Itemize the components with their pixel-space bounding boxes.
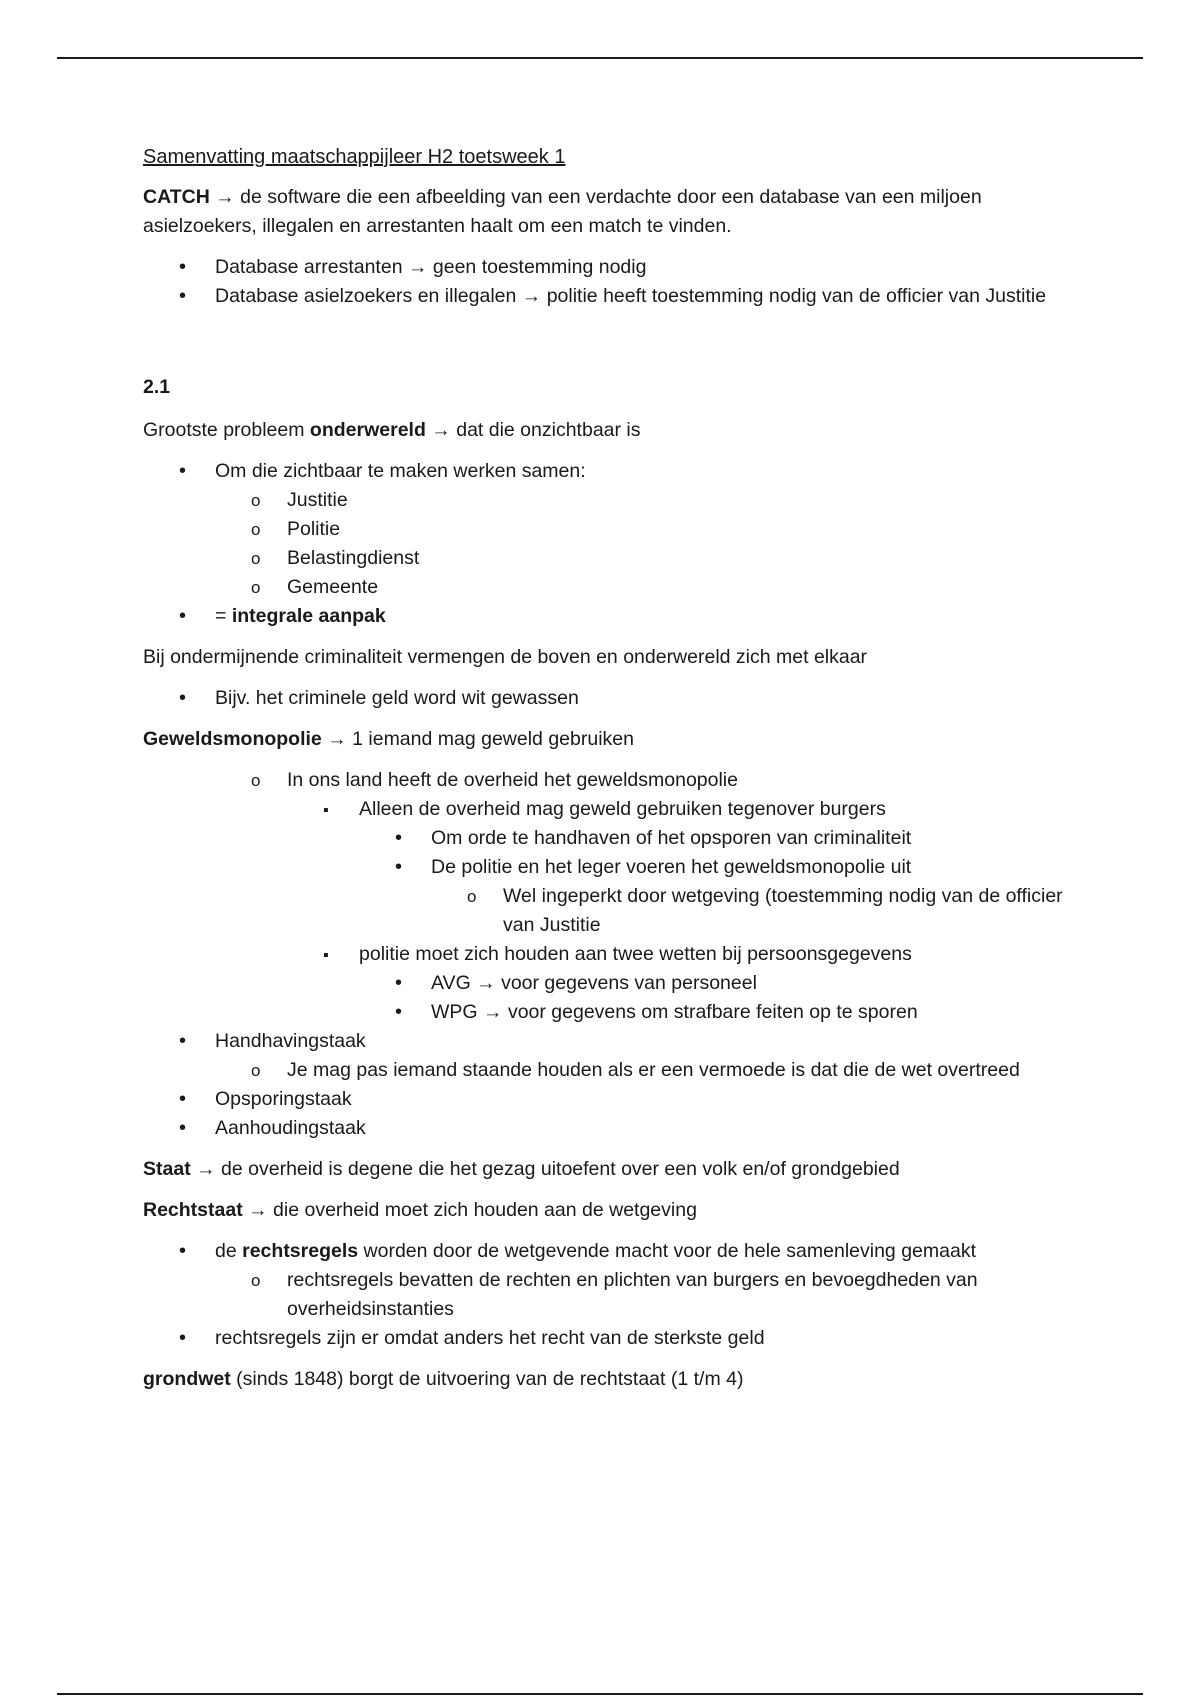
section-heading: 2.1 — [143, 376, 171, 398]
list-item: • de rechtsregels worden door de wetgevende macht voor de hele samenleving gemaakt — [143, 1237, 1073, 1266]
list-item: • AVG → voor gegevens van personeel — [143, 969, 1073, 998]
list-item: ▪ politie moet zich houden aan twee wetten bij persoonsgegevens — [143, 940, 1073, 969]
catch-list — [143, 253, 1073, 311]
onderwereld-line: Grootste probleem onderwereld → dat die onzichtbaar is — [143, 419, 641, 441]
circle-bullet-icon — [251, 766, 260, 795]
staat-line: Staat → de overheid is degene die het gezag uitoefent over een volk en/of grondgebied — [143, 1158, 900, 1180]
page-title: Samenvatting maatschappijleer H2 toetsweek 1 — [143, 146, 566, 168]
arrow-icon: → — [431, 419, 451, 441]
bullet-icon — [179, 684, 186, 713]
list-item: • Opsporingstaak — [143, 1085, 1073, 1114]
list-item: o Politie — [143, 515, 1073, 544]
list-item: • = integrale aanpak — [143, 602, 1073, 631]
arrow-icon: → — [483, 1001, 503, 1023]
catch-definition: CATCH → de software die een afbeelding van een verdachte door een database van een miljoen asielzoekers, illegalen en arrestanten haalt om een match te vinden. — [143, 186, 982, 237]
list-item: • rechtsregels zijn er omdat anders het recht van de sterkste geld — [143, 1324, 1073, 1353]
onderwereld-term: onderwereld — [309, 419, 426, 441]
arrow-icon: → — [215, 186, 235, 208]
arrow-icon: → — [248, 1199, 268, 1221]
bullet-icon — [179, 1114, 186, 1143]
circle-bullet-icon — [251, 573, 260, 602]
rechtstaat-line: Rechtstaat → die overheid moet zich houden aan de wetgeving — [143, 1199, 697, 1221]
rechtstaat-list — [143, 1237, 1073, 1353]
ondermijning-line: Bij ondermijnende criminaliteit vermengen de boven en onderwereld zich met elkaar — [143, 646, 868, 668]
footer-rule — [57, 1693, 1143, 1695]
arrow-icon: → — [327, 728, 347, 750]
bullet-icon — [179, 1085, 186, 1114]
list-item: • WPG → voor gegevens om strafbare feiten op te sporen — [143, 998, 1073, 1027]
list-item: • De politie en het leger voeren het geweldsmonopolie uit — [143, 853, 1073, 882]
arrow-icon: → — [521, 285, 542, 307]
staat-term: Staat — [143, 1158, 191, 1180]
geweld-line: Geweldsmonopolie → 1 iemand mag geweld gebruiken — [143, 728, 634, 750]
list-item: • Om orde te handhaven of het opsporen van criminaliteit — [143, 824, 1073, 853]
circle-bullet-icon — [251, 1266, 260, 1295]
circle-bullet-icon — [251, 1056, 260, 1085]
bullet-icon — [179, 253, 186, 282]
list-item: • Aanhoudingstaak — [143, 1114, 1073, 1143]
bullet-icon — [179, 457, 186, 486]
bullet-icon — [179, 1237, 186, 1266]
bullet-icon — [395, 969, 402, 998]
list-item: • Database asielzoekers en illegalen → politie heeft toestemming nodig van de officier van Justitie — [143, 282, 1073, 311]
list-item: o Belastingdienst — [143, 544, 1073, 573]
header-rule — [57, 57, 1143, 59]
ondermijning-list — [143, 684, 1073, 713]
square-bullet-icon — [323, 940, 329, 970]
taken-list — [143, 1027, 1073, 1143]
square-bullet-icon — [323, 795, 329, 825]
rechtstaat-term: Rechtstaat — [143, 1199, 243, 1221]
list-item: • Handhavingstaak — [143, 1027, 1073, 1056]
list-item: • Database arrestanten → geen toestemming nodig — [143, 253, 1073, 282]
circle-bullet-icon — [251, 486, 260, 515]
arrow-icon: → — [407, 256, 428, 278]
grondwet-line: grondwet (sinds 1848) borgt de uitvoering van de rechtstaat (1 t/m 4) — [143, 1368, 744, 1390]
circle-bullet-icon — [251, 544, 260, 573]
arrow-icon: → — [196, 1158, 216, 1180]
circle-bullet-icon — [467, 882, 476, 911]
arrow-icon: → — [476, 972, 496, 994]
list-item: o In ons land heeft de overheid het geweldsmonopolie — [143, 766, 1073, 795]
bullet-icon — [179, 282, 186, 311]
bullet-icon — [395, 853, 402, 882]
geweld-list — [143, 766, 1073, 1027]
list-item: • Bijv. het criminele geld word wit gewassen — [143, 684, 1073, 713]
list-item: o rechtsregels bevatten de rechten en plichten van burgers en bevoegdheden van overheidsinstanties — [143, 1266, 1073, 1324]
catch-term: CATCH — [143, 186, 210, 208]
circle-bullet-icon — [251, 515, 260, 544]
list-item: o Je mag pas iemand staande houden als er een vermoede is dat die de wet overtreed — [143, 1056, 1073, 1085]
onderwereld-list — [143, 457, 1073, 631]
list-item: • Om die zichtbaar te maken werken samen: — [143, 457, 1073, 486]
bullet-icon — [395, 824, 402, 853]
bullet-icon — [395, 998, 402, 1027]
bullet-icon — [179, 602, 186, 631]
bullet-icon — [179, 1027, 186, 1056]
grondwet-term: grondwet — [143, 1368, 231, 1390]
list-item: o Justitie — [143, 486, 1073, 515]
list-item: ▪ Alleen de overheid mag geweld gebruiken tegenover burgers — [143, 795, 1073, 824]
list-item: o Gemeente — [143, 573, 1073, 602]
bullet-icon — [179, 1324, 186, 1353]
document-body — [143, 143, 1073, 1406]
geweld-term: Geweldsmonopolie — [143, 728, 322, 750]
list-item: o Wel ingeperkt door wetgeving (toestemming nodig van de officier van Justitie — [143, 882, 1073, 940]
